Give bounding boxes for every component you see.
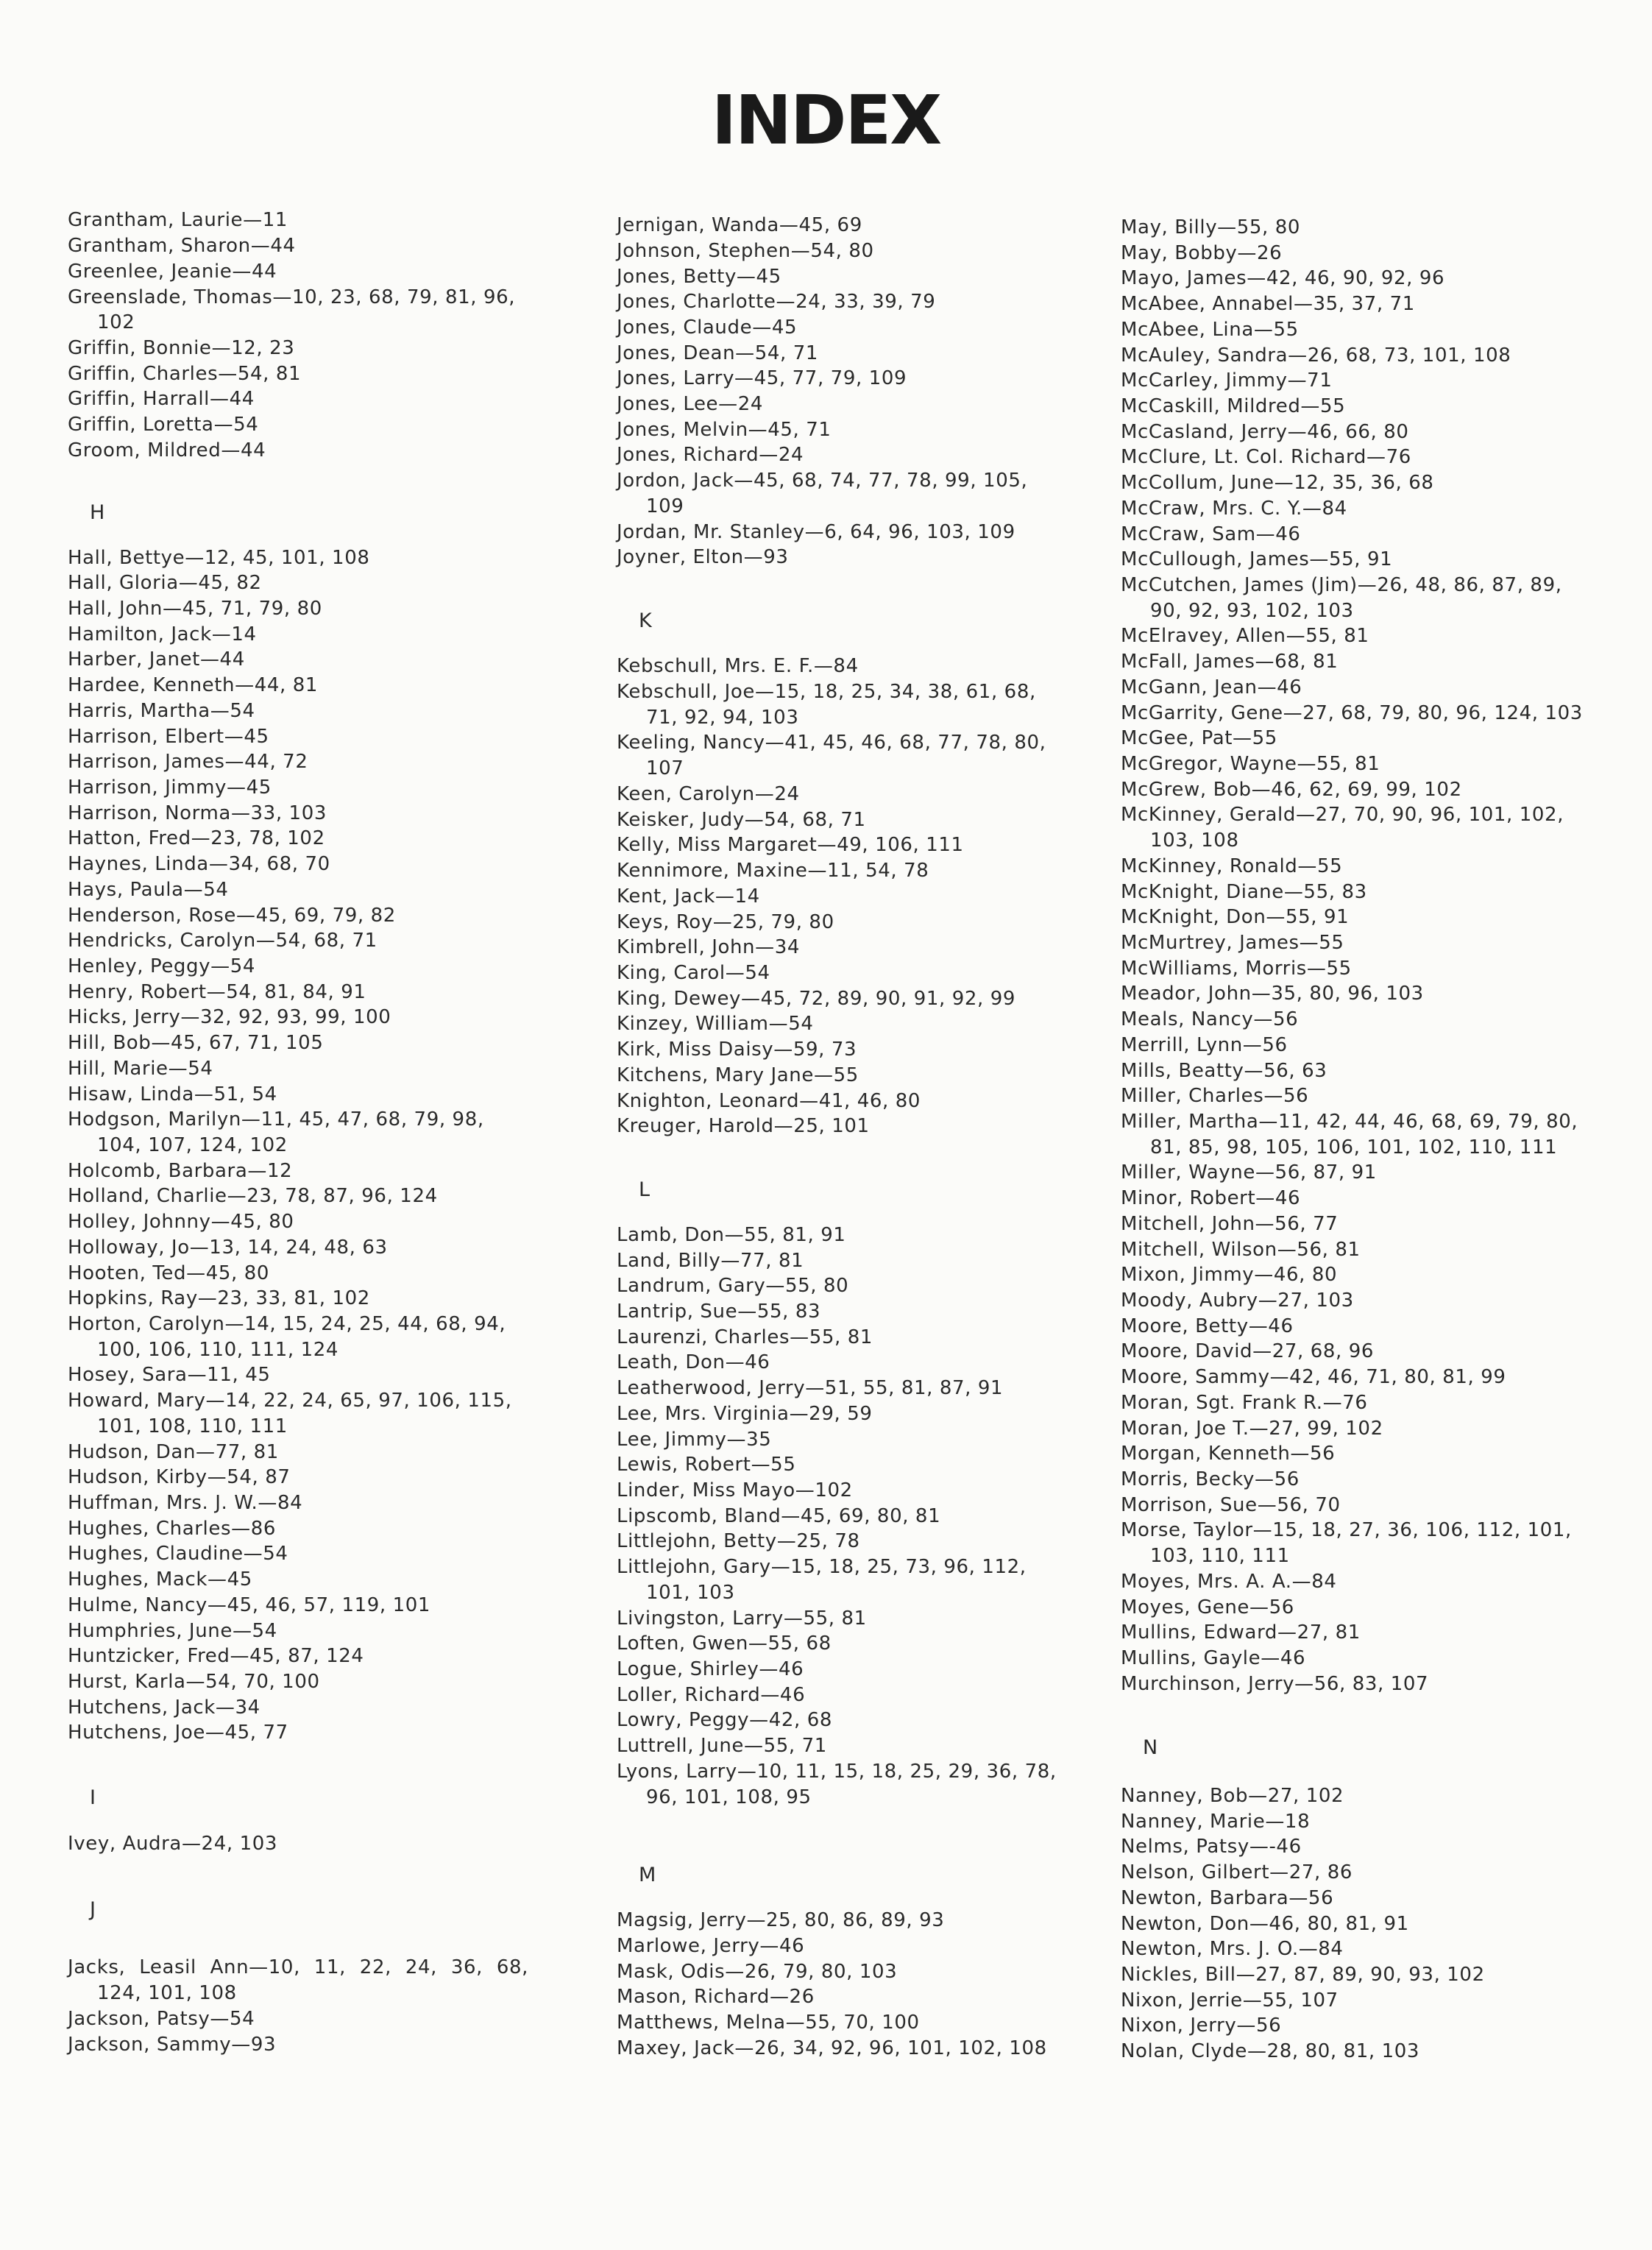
- index-entry: Hall, John—45, 71, 79, 80: [68, 598, 322, 620]
- index-entry: Hudson, Kirby—54, 87: [68, 1466, 291, 1488]
- index-entry: Moody, Aubry—27, 103: [1121, 1289, 1354, 1312]
- index-entry: Meador, John—35, 80, 96, 103: [1121, 983, 1424, 1005]
- index-entry: Groom, Mildred—44: [68, 439, 266, 461]
- index-entry: Morrison, Sue—56, 70: [1121, 1494, 1341, 1516]
- index-entry: Moyes, Gene—56: [1121, 1596, 1294, 1618]
- index-entry: Holloway, Jo—13, 14, 24, 48, 63: [68, 1237, 388, 1259]
- index-entry: Kirk, Miss Daisy—59, 73: [617, 1039, 857, 1061]
- index-entry: Hodgson, Marilyn—11, 45, 47, 68, 79, 98,: [68, 1108, 484, 1131]
- index-entry: Leath, Don—46: [617, 1351, 770, 1373]
- index-entry: Livingston, Larry—55, 81: [617, 1607, 867, 1630]
- index-entry: Logue, Shirley—46: [617, 1658, 804, 1680]
- index-entry: Jones, Lee—24: [617, 393, 764, 415]
- index-entry: Henley, Peggy—54: [68, 955, 255, 977]
- index-entry: McMurtrey, James—55: [1121, 932, 1344, 954]
- index-entry: Lee, Mrs. Virginia—29, 59: [617, 1403, 873, 1425]
- index-entry: McGregor, Wayne—55, 81: [1121, 753, 1380, 775]
- index-entry: Grantham, Laurie—11: [68, 209, 288, 231]
- index-entry: Harber, Janet—44: [68, 648, 245, 671]
- index-entry: Miller, Martha—11, 42, 44, 46, 68, 69, 79, 80,: [1121, 1111, 1578, 1133]
- index-entry: Miller, Wayne—56, 87, 91: [1121, 1161, 1377, 1184]
- section-letter: H: [90, 501, 105, 524]
- index-entry: Moyes, Mrs. A. A.—84: [1121, 1571, 1337, 1593]
- index-entry: Morgan, Kenneth—56: [1121, 1443, 1336, 1465]
- index-entry: Kinzey, William—54: [617, 1013, 814, 1035]
- index-entry: Nelson, Gilbert—27, 86: [1121, 1861, 1353, 1883]
- index-entry: Jackson, Sammy—93: [68, 2034, 277, 2056]
- index-entry-continuation: 100, 106, 110, 111, 124: [97, 1339, 339, 1361]
- index-entry: Nixon, Jerrie—55, 107: [1121, 1989, 1339, 2012]
- index-entry: McCarley, Jimmy—71: [1121, 369, 1333, 392]
- index-entry-continuation: 103, 110, 111: [1150, 1545, 1290, 1567]
- index-entry: Kreuger, Harold—25, 101: [617, 1115, 870, 1137]
- index-entry: Keeling, Nancy—41, 45, 46, 68, 77, 78, 80,: [617, 732, 1046, 754]
- index-entry: McKinney, Gerald—27, 70, 90, 96, 101, 102,: [1121, 804, 1564, 826]
- index-entry: Land, Billy—77, 81: [617, 1250, 804, 1272]
- index-entry: Hill, Bob—45, 67, 71, 105: [68, 1032, 324, 1054]
- index-entry: McCullough, James—55, 91: [1121, 548, 1393, 570]
- index-entry: Harrison, Jimmy—45: [68, 776, 272, 799]
- index-entry: Hisaw, Linda—51, 54: [68, 1083, 277, 1105]
- index-entry: Harrison, Elbert—45: [68, 726, 269, 748]
- index-entry: Joyner, Elton—93: [617, 546, 789, 568]
- index-entry: Lee, Jimmy—35: [617, 1429, 772, 1451]
- index-entry-continuation: 96, 101, 108, 95: [646, 1786, 812, 1808]
- index-entry: Jones, Larry—45, 77, 79, 109: [617, 367, 907, 389]
- index-entry: Jones, Dean—54, 71: [617, 342, 819, 364]
- index-entry: Kebschull, Mrs. E. F.—84: [617, 655, 859, 677]
- index-entry-continuation: 104, 107, 124, 102: [97, 1134, 288, 1156]
- index-entry: Hopkins, Ray—23, 33, 81, 102: [68, 1287, 370, 1309]
- index-entry: Jones, Betty—45: [617, 266, 781, 288]
- index-entry: Greenslade, Thomas—10, 23, 68, 79, 81, 96,: [68, 286, 516, 308]
- index-entry-continuation: 81, 85, 98, 105, 106, 101, 102, 110, 111: [1150, 1136, 1558, 1158]
- index-entry: Grantham, Sharon—44: [68, 235, 296, 257]
- index-entry: Lipscomb, Bland—45, 69, 80, 81: [617, 1505, 941, 1527]
- index-entry: Hendricks, Carolyn—54, 68, 71: [68, 930, 377, 952]
- index-entry: Howard, Mary—14, 22, 24, 65, 97, 106, 115,: [68, 1390, 512, 1412]
- index-entry: Marlowe, Jerry—46: [617, 1935, 805, 1957]
- index-entry: Moore, Betty—46: [1121, 1315, 1294, 1337]
- index-entry-continuation: 109: [646, 495, 684, 517]
- index-entry-continuation: 102: [97, 311, 135, 333]
- index-entry: Hatton, Fred—23, 78, 102: [68, 827, 325, 849]
- index-entry: Murchinson, Jerry—56, 83, 107: [1121, 1673, 1429, 1695]
- index-entry: Hughes, Mack—45: [68, 1568, 252, 1591]
- index-entry: Moran, Joe T.—27, 99, 102: [1121, 1418, 1383, 1440]
- index-entry: Jackson, Patsy—54: [68, 2008, 255, 2030]
- index-entry: Hooten, Ted—45, 80: [68, 1262, 270, 1284]
- index-entry: McGee, Pat—55: [1121, 727, 1277, 749]
- index-entry: Huntzicker, Fred—45, 87, 124: [68, 1645, 364, 1667]
- index-entry: Hurst, Karla—54, 70, 100: [68, 1671, 320, 1693]
- index-entry: Jordon, Jack—45, 68, 74, 77, 78, 99, 105,: [617, 470, 1028, 492]
- index-entry: Griffin, Charles—54, 81: [68, 363, 302, 385]
- index-entry: Luttrell, June—55, 71: [617, 1735, 827, 1757]
- index-entry: Linder, Miss Mayo—102: [617, 1479, 853, 1501]
- index-entry: McElravey, Allen—55, 81: [1121, 625, 1369, 647]
- index-entry: Morse, Taylor—15, 18, 27, 36, 106, 112, 101,: [1121, 1519, 1572, 1541]
- index-entry: Knighton, Leonard—41, 46, 80: [617, 1090, 921, 1112]
- index-entry: Hardee, Kenneth—44, 81: [68, 674, 319, 696]
- index-entry: Miller, Charles—56: [1121, 1085, 1309, 1107]
- index-entry: Hamilton, Jack—14: [68, 623, 257, 645]
- index-entry: Meals, Nancy—56: [1121, 1008, 1299, 1030]
- index-entry: Minor, Robert—46: [1121, 1187, 1301, 1209]
- index-entry-continuation: 101, 103: [646, 1582, 735, 1604]
- index-entry: Nanney, Bob—27, 102: [1121, 1785, 1344, 1807]
- index-entry: Hughes, Claudine—54: [68, 1543, 288, 1565]
- index-entry: Hill, Marie—54: [68, 1058, 213, 1080]
- index-entry: Magsig, Jerry—25, 80, 86, 89, 93: [617, 1909, 945, 1931]
- index-entry-continuation: 101, 108, 110, 111: [97, 1415, 288, 1437]
- section-letter: L: [639, 1178, 650, 1201]
- index-entry: Huffman, Mrs. J. W.—84: [68, 1492, 303, 1514]
- index-entry: Jernigan, Wanda—45, 69: [617, 214, 862, 236]
- index-entry: Hall, Gloria—45, 82: [68, 572, 262, 594]
- index-entry-continuation: 124, 101, 108: [97, 1982, 237, 2004]
- index-entry: Harrison, Norma—33, 103: [68, 802, 327, 824]
- index-entry: McClure, Lt. Col. Richard—76: [1121, 446, 1411, 468]
- index-entry: Maxey, Jack—26, 34, 92, 96, 101, 102, 108: [617, 2037, 1047, 2059]
- index-entry: Hulme, Nancy—45, 46, 57, 119, 101: [68, 1594, 431, 1616]
- index-entry: Lowry, Peggy—42, 68: [617, 1709, 833, 1731]
- index-entry: Kebschull, Joe—15, 18, 25, 34, 38, 61, 68,: [617, 681, 1036, 703]
- index-entry: May, Billy—55, 80: [1121, 216, 1301, 238]
- index-entry: Loller, Richard—46: [617, 1684, 806, 1706]
- index-entry: McCasland, Jerry—46, 66, 80: [1121, 421, 1409, 443]
- index-entry: Laurenzi, Charles—55, 81: [617, 1326, 873, 1348]
- index-entry: McCraw, Sam—46: [1121, 523, 1301, 545]
- index-entry-continuation: 71, 92, 94, 103: [646, 707, 799, 729]
- index-entry: Morris, Becky—56: [1121, 1468, 1300, 1490]
- index-entry: McFall, James—68, 81: [1121, 651, 1339, 673]
- index-entry: McGrew, Bob—46, 62, 69, 99, 102: [1121, 779, 1462, 801]
- index-entry: Harris, Martha—54: [68, 700, 255, 722]
- index-entry: Mason, Richard—26: [617, 1986, 815, 2008]
- index-entry: Jones, Charlotte—24, 33, 39, 79: [617, 291, 936, 313]
- index-entry: Moore, Sammy—42, 46, 71, 80, 81, 99: [1121, 1366, 1506, 1388]
- index-entry: Hutchens, Jack—34: [68, 1697, 260, 1719]
- index-entry: Kitchens, Mary Jane—55: [617, 1064, 859, 1086]
- page-title: INDEX: [711, 81, 941, 160]
- index-entry: Jones, Claude—45: [617, 316, 798, 339]
- index-entry: Holcomb, Barbara—12: [68, 1160, 293, 1182]
- index-entry: Moran, Sgt. Frank R.—76: [1121, 1392, 1368, 1414]
- index-entry: King, Dewey—45, 72, 89, 90, 91, 92, 99: [617, 988, 1016, 1010]
- index-entry: Henderson, Rose—45, 69, 79, 82: [68, 905, 396, 927]
- index-entry: McCollum, June—12, 35, 36, 68: [1121, 472, 1434, 494]
- index-entry: Johnson, Stephen—54, 80: [617, 240, 874, 262]
- index-entry: Keen, Carolyn—24: [617, 783, 800, 805]
- index-entry: McAbee, Annabel—35, 37, 71: [1121, 293, 1415, 315]
- index-entry: Jacks, Leasil Ann—10, 11, 22, 24, 36, 68,: [68, 1956, 528, 1978]
- index-entry: Holley, Johnny—45, 80: [68, 1211, 294, 1233]
- index-entry: Nickles, Bill—27, 87, 89, 90, 93, 102: [1121, 1964, 1485, 1986]
- section-letter: K: [639, 609, 653, 632]
- index-entry: Hughes, Charles—86: [68, 1518, 276, 1540]
- index-entry: Mullins, Edward—27, 81: [1121, 1621, 1361, 1644]
- index-entry: McKnight, Don—55, 91: [1121, 906, 1350, 928]
- index-entry: Hudson, Dan—77, 81: [68, 1441, 279, 1463]
- section-letter: N: [1143, 1736, 1158, 1759]
- index-entry: Keys, Roy—25, 79, 80: [617, 911, 834, 933]
- index-entry: Merrill, Lynn—56: [1121, 1034, 1288, 1056]
- index-entry: Harrison, James—44, 72: [68, 751, 308, 773]
- index-entry: Mayo, James—42, 46, 90, 92, 96: [1121, 267, 1445, 289]
- index-entry: Jones, Melvin—45, 71: [617, 419, 832, 441]
- section-letter: J: [90, 1898, 96, 1921]
- index-entry: Hutchens, Joe—45, 77: [68, 1722, 288, 1744]
- index-entry: May, Bobby—26: [1121, 242, 1283, 264]
- index-entry: Newton, Don—46, 80, 81, 91: [1121, 1913, 1409, 1935]
- index-entry: Moore, David—27, 68, 96: [1121, 1340, 1375, 1362]
- index-entry: Loften, Gwen—55, 68: [617, 1632, 832, 1655]
- index-entry: Kelly, Miss Margaret—49, 106, 111: [617, 834, 964, 856]
- index-entry: Lantrip, Sue—55, 83: [617, 1301, 821, 1323]
- index-entry: Leatherwood, Jerry—51, 55, 81, 87, 91: [617, 1377, 1004, 1399]
- index-entry: Griffin, Bonnie—12, 23: [68, 337, 295, 359]
- index-entry: McGarrity, Gene—27, 68, 79, 80, 96, 124, 103: [1121, 702, 1583, 724]
- index-entry: Lewis, Robert—55: [617, 1454, 796, 1476]
- index-entry: McCaskill, Mildred—55: [1121, 395, 1346, 417]
- index-entry: Kent, Jack—14: [617, 885, 760, 908]
- index-entry: Kimbrell, John—34: [617, 936, 801, 958]
- index-entry: Humphries, June—54: [68, 1620, 277, 1642]
- index-entry: Griffin, Harrall—44: [68, 388, 255, 410]
- index-entry: Haynes, Linda—34, 68, 70: [68, 853, 330, 875]
- index-entry: Littlejohn, Gary—15, 18, 25, 73, 96, 112,: [617, 1556, 1027, 1578]
- index-entry: Greenlee, Jeanie—44: [68, 261, 277, 283]
- index-entry: Matthews, Melna—55, 70, 100: [617, 2012, 920, 2034]
- index-entry: Littlejohn, Betty—25, 78: [617, 1530, 860, 1552]
- index-entry: King, Carol—54: [617, 962, 770, 984]
- index-entry: McGann, Jean—46: [1121, 676, 1302, 698]
- index-entry: Landrum, Gary—55, 80: [617, 1275, 849, 1297]
- index-entry: Holland, Charlie—23, 78, 87, 96, 124: [68, 1185, 438, 1207]
- index-entry: Mullins, Gayle—46: [1121, 1647, 1306, 1669]
- index-entry: McAuley, Sandra—26, 68, 73, 101, 108: [1121, 344, 1511, 367]
- index-entry: Hosey, Sara—11, 45: [68, 1364, 271, 1386]
- index-entry: Mixon, Jimmy—46, 80: [1121, 1264, 1338, 1286]
- index-entry: McKnight, Diane—55, 83: [1121, 881, 1367, 903]
- index-entry: McCraw, Mrs. C. Y.—84: [1121, 498, 1347, 520]
- index-entry: Nelms, Patsy—-46: [1121, 1836, 1302, 1858]
- index-entry: Henry, Robert—54, 81, 84, 91: [68, 981, 366, 1003]
- index-entry: Mitchell, John—56, 77: [1121, 1213, 1339, 1235]
- index-entry: Newton, Mrs. J. O.—84: [1121, 1938, 1344, 1960]
- index-entry: Nixon, Jerry—56: [1121, 2014, 1282, 2037]
- index-entry: McAbee, Lina—55: [1121, 319, 1299, 341]
- index-entry: Newton, Barbara—56: [1121, 1887, 1334, 1909]
- index-entry: Hall, Bettye—12, 45, 101, 108: [68, 547, 370, 569]
- index-entry: Jones, Richard—24: [617, 444, 804, 466]
- index-entry: Kennimore, Maxine—11, 54, 78: [617, 860, 929, 882]
- index-entry: Nolan, Clyde—28, 80, 81, 103: [1121, 2040, 1420, 2062]
- section-letter: I: [90, 1786, 96, 1809]
- index-entry: McCutchen, James (Jim)—26, 48, 86, 87, 89,: [1121, 574, 1562, 596]
- index-entry: Lyons, Larry—10, 11, 15, 18, 25, 29, 36, 78,: [617, 1761, 1057, 1783]
- index-entry: Hays, Paula—54: [68, 879, 229, 901]
- index-entry: Nanney, Marie—18: [1121, 1811, 1311, 1833]
- index-entry: Mitchell, Wilson—56, 81: [1121, 1239, 1361, 1261]
- index-entry: Horton, Carolyn—14, 15, 24, 25, 44, 68, 94,: [68, 1313, 506, 1335]
- index-entry: McWilliams, Morris—55: [1121, 958, 1352, 980]
- index-entry-continuation: 107: [646, 757, 684, 779]
- index-entry-continuation: 103, 108: [1150, 829, 1239, 852]
- index-entry: Mills, Beatty—56, 63: [1121, 1060, 1327, 1082]
- index-entry: Griffin, Loretta—54: [68, 414, 259, 436]
- index-entry: Lamb, Don—55, 81, 91: [617, 1224, 846, 1246]
- index-entry: Hicks, Jerry—32, 92, 93, 99, 100: [68, 1006, 391, 1028]
- section-letter: M: [639, 1864, 656, 1886]
- index-entry: Keisker, Judy—54, 68, 71: [617, 809, 866, 831]
- index-entry: Ivey, Audra—24, 103: [68, 1833, 277, 1855]
- index-entry: McKinney, Ronald—55: [1121, 855, 1343, 877]
- index-entry: Mask, Odis—26, 79, 80, 103: [617, 1961, 898, 1983]
- index-entry: Jordan, Mr. Stanley—6, 64, 96, 103, 109: [617, 521, 1015, 543]
- index-entry-continuation: 90, 92, 93, 102, 103: [1150, 600, 1354, 622]
